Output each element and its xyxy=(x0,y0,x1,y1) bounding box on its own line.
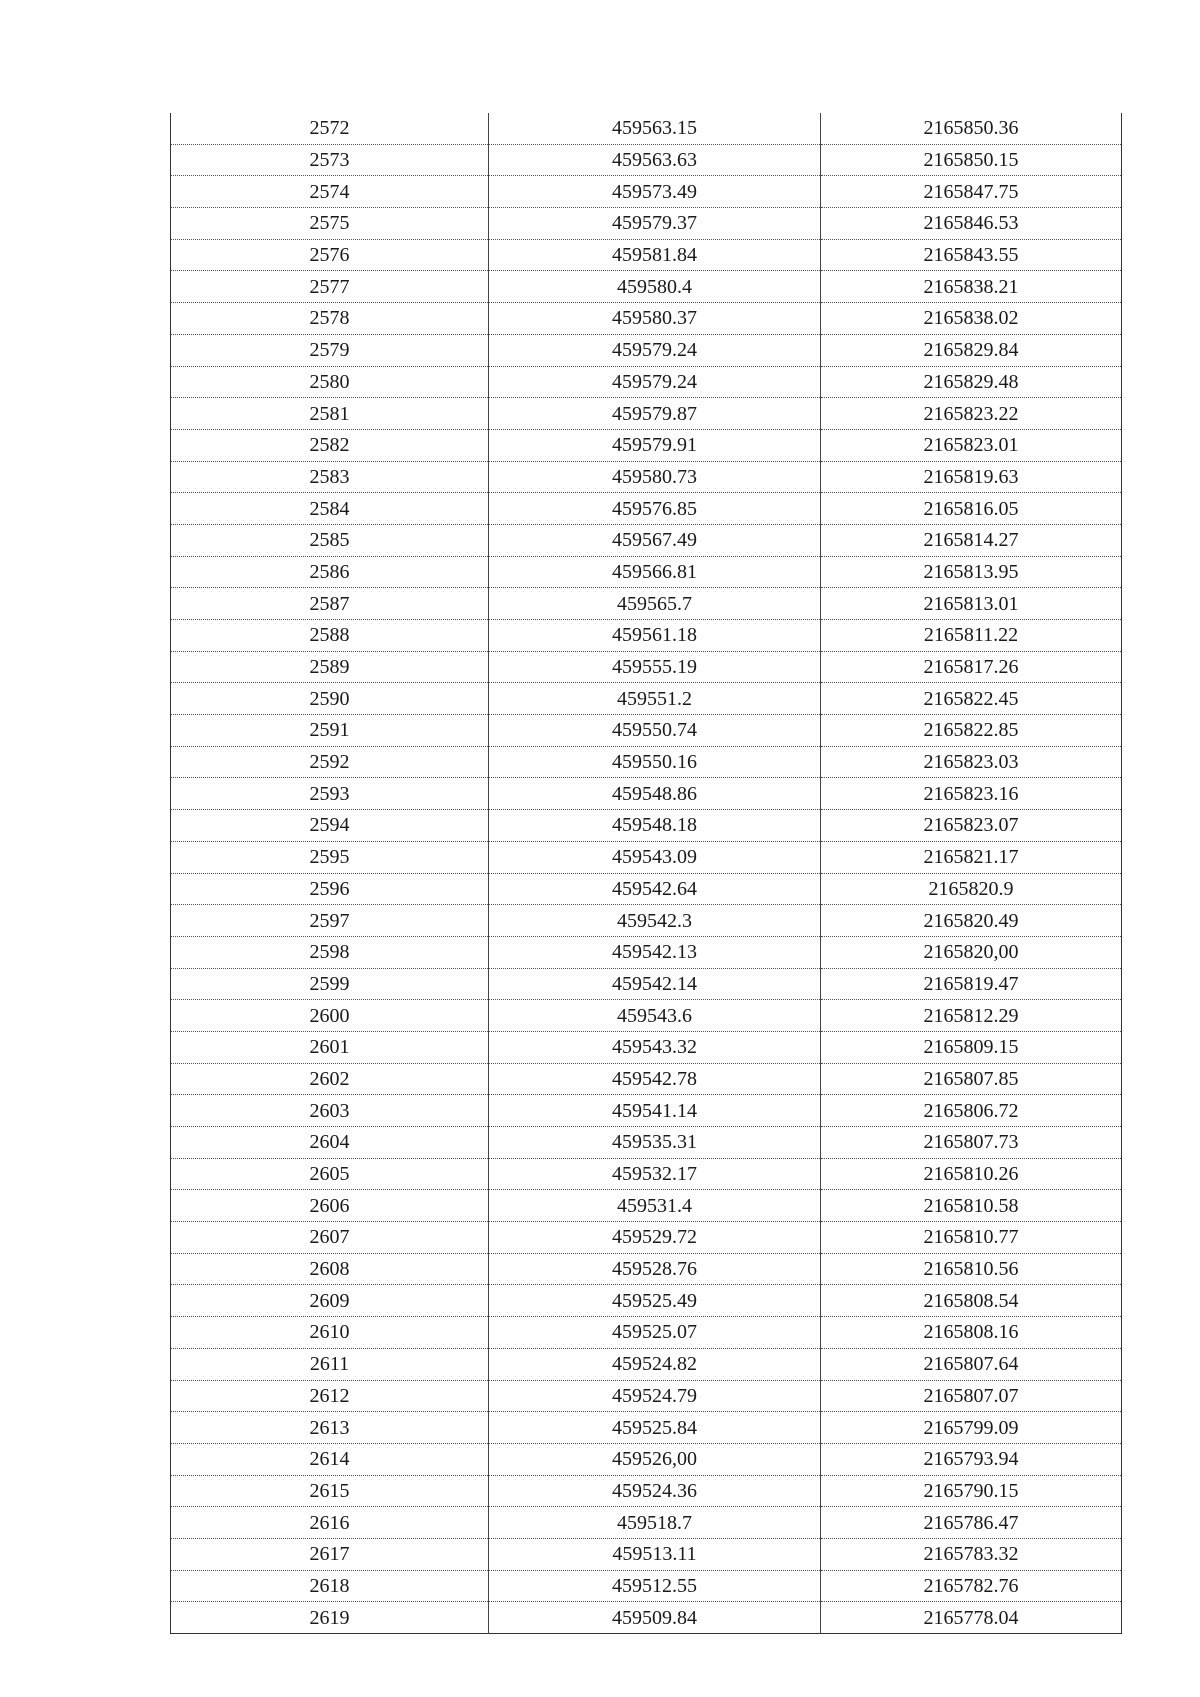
y-coordinate-cell: 2165809.15 xyxy=(821,1031,1122,1063)
table-row xyxy=(171,1000,1122,1032)
y-coordinate-cell: 2165807.07 xyxy=(821,1380,1122,1412)
y-coordinate-cell: 2165783.32 xyxy=(821,1538,1122,1570)
point-number-cell: 2612 xyxy=(171,1380,489,1412)
y-coordinate-cell: 2165808.54 xyxy=(821,1285,1122,1317)
point-number-cell: 2574 xyxy=(171,176,489,208)
x-coordinate-cell: 459580.73 xyxy=(489,461,821,493)
table-row xyxy=(171,1222,1122,1254)
table-row xyxy=(171,113,1122,144)
y-coordinate-cell: 2165850.36 xyxy=(821,113,1122,144)
x-coordinate-cell: 459579.91 xyxy=(489,429,821,461)
point-number-cell: 2602 xyxy=(171,1063,489,1095)
point-number-cell: 2575 xyxy=(171,208,489,240)
point-number-cell: 2610 xyxy=(171,1317,489,1349)
y-coordinate-cell: 2165778.04 xyxy=(821,1602,1122,1634)
table-row xyxy=(171,936,1122,968)
y-coordinate-cell: 2165820,00 xyxy=(821,936,1122,968)
x-coordinate-cell: 459524.79 xyxy=(489,1380,821,1412)
point-number-cell: 2604 xyxy=(171,1127,489,1159)
table-row xyxy=(171,366,1122,398)
point-number-cell: 2591 xyxy=(171,715,489,747)
point-number-cell: 2572 xyxy=(171,113,489,144)
table-row xyxy=(171,144,1122,176)
y-coordinate-cell: 2165823.22 xyxy=(821,398,1122,430)
table-row xyxy=(171,1602,1122,1634)
table-row xyxy=(171,620,1122,652)
table-row xyxy=(171,1127,1122,1159)
x-coordinate-cell: 459580.4 xyxy=(489,271,821,303)
point-number-cell: 2583 xyxy=(171,461,489,493)
y-coordinate-cell: 2165819.63 xyxy=(821,461,1122,493)
point-number-cell: 2601 xyxy=(171,1031,489,1063)
x-coordinate-cell: 459555.19 xyxy=(489,651,821,683)
y-coordinate-cell: 2165813.01 xyxy=(821,588,1122,620)
y-coordinate-cell: 2165799.09 xyxy=(821,1412,1122,1444)
y-coordinate-cell: 2165822.45 xyxy=(821,683,1122,715)
point-number-cell: 2605 xyxy=(171,1158,489,1190)
y-coordinate-cell: 2165838.02 xyxy=(821,303,1122,335)
x-coordinate-cell: 459579.37 xyxy=(489,208,821,240)
x-coordinate-cell: 459528.76 xyxy=(489,1253,821,1285)
y-coordinate-cell: 2165807.64 xyxy=(821,1348,1122,1380)
point-number-cell: 2581 xyxy=(171,398,489,430)
point-number-cell: 2585 xyxy=(171,524,489,556)
y-coordinate-cell: 2165823.03 xyxy=(821,746,1122,778)
table-row xyxy=(171,1063,1122,1095)
y-coordinate-cell: 2165810.77 xyxy=(821,1222,1122,1254)
x-coordinate-cell: 459563.15 xyxy=(489,113,821,144)
y-coordinate-cell: 2165838.21 xyxy=(821,271,1122,303)
table-row xyxy=(171,1380,1122,1412)
table-row xyxy=(171,778,1122,810)
point-number-cell: 2606 xyxy=(171,1190,489,1222)
table-row xyxy=(171,1475,1122,1507)
x-coordinate-cell: 459576.85 xyxy=(489,493,821,525)
table-row xyxy=(171,810,1122,842)
table-row xyxy=(171,1412,1122,1444)
point-number-cell: 2597 xyxy=(171,905,489,937)
table-row xyxy=(171,334,1122,366)
point-number-cell: 2596 xyxy=(171,873,489,905)
table-row xyxy=(171,715,1122,747)
y-coordinate-cell: 2165819.47 xyxy=(821,968,1122,1000)
x-coordinate-cell: 459542.14 xyxy=(489,968,821,1000)
x-coordinate-cell: 459566.81 xyxy=(489,556,821,588)
point-number-cell: 2592 xyxy=(171,746,489,778)
y-coordinate-cell: 2165820.9 xyxy=(821,873,1122,905)
y-coordinate-cell: 2165782.76 xyxy=(821,1570,1122,1602)
y-coordinate-cell: 2165829.84 xyxy=(821,334,1122,366)
y-coordinate-cell: 2165786.47 xyxy=(821,1507,1122,1539)
x-coordinate-cell: 459565.7 xyxy=(489,588,821,620)
point-number-cell: 2587 xyxy=(171,588,489,620)
x-coordinate-cell: 459542.78 xyxy=(489,1063,821,1095)
x-coordinate-cell: 459580.37 xyxy=(489,303,821,335)
point-number-cell: 2599 xyxy=(171,968,489,1000)
point-number-cell: 2593 xyxy=(171,778,489,810)
table-row xyxy=(171,1190,1122,1222)
point-number-cell: 2614 xyxy=(171,1443,489,1475)
table-row xyxy=(171,1507,1122,1539)
table-row xyxy=(171,1538,1122,1570)
point-number-cell: 2582 xyxy=(171,429,489,461)
table-row xyxy=(171,1443,1122,1475)
y-coordinate-cell: 2165810.58 xyxy=(821,1190,1122,1222)
table-row xyxy=(171,1285,1122,1317)
x-coordinate-cell: 459543.6 xyxy=(489,1000,821,1032)
y-coordinate-cell: 2165810.56 xyxy=(821,1253,1122,1285)
y-coordinate-cell: 2165813.95 xyxy=(821,556,1122,588)
point-number-cell: 2609 xyxy=(171,1285,489,1317)
x-coordinate-cell: 459561.18 xyxy=(489,620,821,652)
y-coordinate-cell: 2165790.15 xyxy=(821,1475,1122,1507)
table-row xyxy=(171,208,1122,240)
x-coordinate-cell: 459524.82 xyxy=(489,1348,821,1380)
x-coordinate-cell: 459542.3 xyxy=(489,905,821,937)
y-coordinate-cell: 2165820.49 xyxy=(821,905,1122,937)
point-number-cell: 2615 xyxy=(171,1475,489,1507)
y-coordinate-cell: 2165807.85 xyxy=(821,1063,1122,1095)
table-row xyxy=(171,841,1122,873)
y-coordinate-cell: 2165812.29 xyxy=(821,1000,1122,1032)
x-coordinate-cell: 459573.49 xyxy=(489,176,821,208)
point-number-cell: 2580 xyxy=(171,366,489,398)
table-row xyxy=(171,1095,1122,1127)
x-coordinate-cell: 459542.64 xyxy=(489,873,821,905)
y-coordinate-cell: 2165816.05 xyxy=(821,493,1122,525)
table-row xyxy=(171,746,1122,778)
table-row xyxy=(171,1317,1122,1349)
point-number-cell: 2590 xyxy=(171,683,489,715)
x-coordinate-cell: 459532.17 xyxy=(489,1158,821,1190)
y-coordinate-cell: 2165823.01 xyxy=(821,429,1122,461)
y-coordinate-cell: 2165843.55 xyxy=(821,239,1122,271)
point-number-cell: 2616 xyxy=(171,1507,489,1539)
y-coordinate-cell: 2165821.17 xyxy=(821,841,1122,873)
x-coordinate-cell: 459512.55 xyxy=(489,1570,821,1602)
table-row xyxy=(171,176,1122,208)
y-coordinate-cell: 2165810.26 xyxy=(821,1158,1122,1190)
x-coordinate-cell: 459525.84 xyxy=(489,1412,821,1444)
x-coordinate-cell: 459518.7 xyxy=(489,1507,821,1539)
point-number-cell: 2584 xyxy=(171,493,489,525)
coordinates-table-body xyxy=(171,113,1122,1634)
point-number-cell: 2577 xyxy=(171,271,489,303)
y-coordinate-cell: 2165808.16 xyxy=(821,1317,1122,1349)
table-row xyxy=(171,1031,1122,1063)
point-number-cell: 2618 xyxy=(171,1570,489,1602)
point-number-cell: 2611 xyxy=(171,1348,489,1380)
table-row xyxy=(171,1158,1122,1190)
table-row xyxy=(171,303,1122,335)
table-row xyxy=(171,683,1122,715)
point-number-cell: 2608 xyxy=(171,1253,489,1285)
x-coordinate-cell: 459509.84 xyxy=(489,1602,821,1634)
x-coordinate-cell: 459548.86 xyxy=(489,778,821,810)
x-coordinate-cell: 459551.2 xyxy=(489,683,821,715)
table-row xyxy=(171,493,1122,525)
point-number-cell: 2578 xyxy=(171,303,489,335)
point-number-cell: 2603 xyxy=(171,1095,489,1127)
x-coordinate-cell: 459550.74 xyxy=(489,715,821,747)
point-number-cell: 2579 xyxy=(171,334,489,366)
table-row xyxy=(171,461,1122,493)
point-number-cell: 2617 xyxy=(171,1538,489,1570)
x-coordinate-cell: 459548.18 xyxy=(489,810,821,842)
y-coordinate-cell: 2165823.07 xyxy=(821,810,1122,842)
x-coordinate-cell: 459579.24 xyxy=(489,366,821,398)
x-coordinate-cell: 459563.63 xyxy=(489,144,821,176)
x-coordinate-cell: 459513.11 xyxy=(489,1538,821,1570)
table-row xyxy=(171,429,1122,461)
point-number-cell: 2600 xyxy=(171,1000,489,1032)
y-coordinate-cell: 2165829.48 xyxy=(821,366,1122,398)
table-row xyxy=(171,588,1122,620)
table-row xyxy=(171,398,1122,430)
point-number-cell: 2573 xyxy=(171,144,489,176)
y-coordinate-cell: 2165847.75 xyxy=(821,176,1122,208)
point-number-cell: 2598 xyxy=(171,936,489,968)
table-row xyxy=(171,905,1122,937)
x-coordinate-cell: 459535.31 xyxy=(489,1127,821,1159)
table-row xyxy=(171,1570,1122,1602)
y-coordinate-cell: 2165807.73 xyxy=(821,1127,1122,1159)
point-number-cell: 2576 xyxy=(171,239,489,271)
y-coordinate-cell: 2165814.27 xyxy=(821,524,1122,556)
x-coordinate-cell: 459529.72 xyxy=(489,1222,821,1254)
x-coordinate-cell: 459579.24 xyxy=(489,334,821,366)
y-coordinate-cell: 2165846.53 xyxy=(821,208,1122,240)
table-row xyxy=(171,556,1122,588)
y-coordinate-cell: 2165811.22 xyxy=(821,620,1122,652)
table-row xyxy=(171,239,1122,271)
point-number-cell: 2619 xyxy=(171,1602,489,1634)
table-row xyxy=(171,271,1122,303)
x-coordinate-cell: 459531.4 xyxy=(489,1190,821,1222)
x-coordinate-cell: 459525.49 xyxy=(489,1285,821,1317)
table-row xyxy=(171,1348,1122,1380)
y-coordinate-cell: 2165823.16 xyxy=(821,778,1122,810)
x-coordinate-cell: 459550.16 xyxy=(489,746,821,778)
x-coordinate-cell: 459581.84 xyxy=(489,239,821,271)
x-coordinate-cell: 459524.36 xyxy=(489,1475,821,1507)
table-row xyxy=(171,524,1122,556)
table-row xyxy=(171,1253,1122,1285)
x-coordinate-cell: 459543.32 xyxy=(489,1031,821,1063)
coordinates-table xyxy=(170,113,1122,1634)
x-coordinate-cell: 459543.09 xyxy=(489,841,821,873)
x-coordinate-cell: 459541.14 xyxy=(489,1095,821,1127)
x-coordinate-cell: 459579.87 xyxy=(489,398,821,430)
y-coordinate-cell: 2165850.15 xyxy=(821,144,1122,176)
point-number-cell: 2595 xyxy=(171,841,489,873)
point-number-cell: 2613 xyxy=(171,1412,489,1444)
y-coordinate-cell: 2165806.72 xyxy=(821,1095,1122,1127)
x-coordinate-cell: 459567.49 xyxy=(489,524,821,556)
x-coordinate-cell: 459526,00 xyxy=(489,1443,821,1475)
table-row xyxy=(171,873,1122,905)
x-coordinate-cell: 459542.13 xyxy=(489,936,821,968)
y-coordinate-cell: 2165793.94 xyxy=(821,1443,1122,1475)
y-coordinate-cell: 2165822.85 xyxy=(821,715,1122,747)
y-coordinate-cell: 2165817.26 xyxy=(821,651,1122,683)
point-number-cell: 2589 xyxy=(171,651,489,683)
point-number-cell: 2594 xyxy=(171,810,489,842)
table-row xyxy=(171,651,1122,683)
x-coordinate-cell: 459525.07 xyxy=(489,1317,821,1349)
point-number-cell: 2588 xyxy=(171,620,489,652)
point-number-cell: 2586 xyxy=(171,556,489,588)
point-number-cell: 2607 xyxy=(171,1222,489,1254)
table-row xyxy=(171,968,1122,1000)
